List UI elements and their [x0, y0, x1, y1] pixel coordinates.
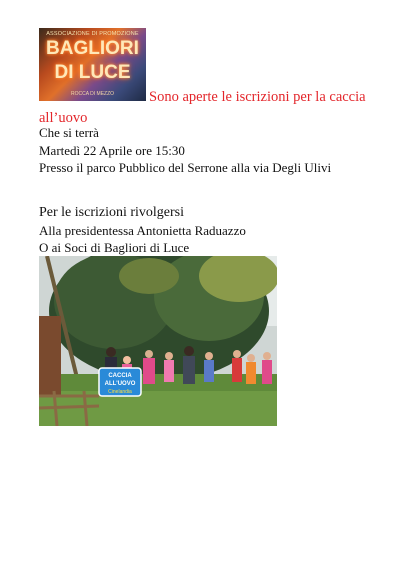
details-intro: Che si terrà [39, 125, 99, 140]
announcement-headline: Sono aperte le iscrizioni per la caccia all’uovo [39, 89, 366, 126]
event-location: Presso il parco Pubblico del Serrone alla via Degli Ulivi [39, 160, 332, 175]
logo-title-line1: BAGLIORI [46, 38, 139, 59]
registration-heading: Per le iscrizioni rivolgersi [39, 205, 185, 220]
logo-subtitle: ASSOCIAZIONE DI PROMOZIONE [46, 31, 139, 37]
sign-text-1: CACCIA [108, 373, 132, 379]
event-date: Martedì 22 Aprile ore 15:30 [39, 143, 185, 158]
sign-text-2: ALL'UOVO [104, 381, 136, 387]
contact-members: O ai Soci di Bagliori di Luce [39, 240, 190, 255]
logo-location: ROCCA DI MEZZO [70, 91, 115, 97]
event-photo [39, 256, 277, 426]
contact-president: Alla presidentessa Antonietta Raduazzo [39, 223, 246, 238]
sign-text-3: Cinelandia [108, 389, 132, 395]
logo-title-line2: DI LUCE [54, 62, 131, 83]
